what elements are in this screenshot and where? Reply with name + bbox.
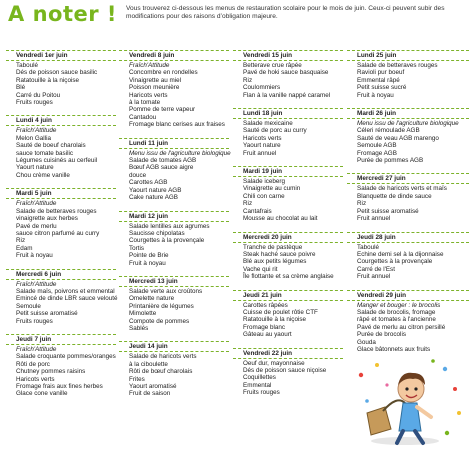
dish-item: Fruits rouges xyxy=(16,317,53,325)
day-menu xyxy=(6,188,116,259)
dish-item: Printanière de légumes xyxy=(129,302,194,310)
day-date: Vendredi 22 juin xyxy=(233,348,343,359)
dish-item: Fruit annuel xyxy=(243,149,277,157)
menu-column-1 xyxy=(6,50,116,407)
day-menu xyxy=(119,211,229,267)
dish-item: Petit suisse sucré xyxy=(357,84,407,92)
dish-item: Cantafrais xyxy=(243,207,272,215)
dish-item: Pavé de merlu au citron persillé xyxy=(357,323,446,331)
day-menu xyxy=(347,108,469,164)
menu-label: Menu issu de l'agriculture biologique xyxy=(357,120,459,128)
dish-item: Poisson meunière xyxy=(129,84,180,92)
dish-item: Haricots verts xyxy=(16,375,55,383)
dish-item: Pavé de hoki sauce basquaise xyxy=(243,69,329,77)
dish-item: Riz xyxy=(16,237,26,245)
dish-item: Ratatouille à la niçoise xyxy=(16,76,80,84)
dish-item: Salade lentilles aux agrumes xyxy=(129,222,210,230)
dish-item: Cuisse de poulet rôtie CTF xyxy=(243,308,318,316)
dish-item: Melon Gallia xyxy=(16,134,51,142)
dish-item: Petit suisse aromatisé xyxy=(357,207,419,215)
dish-item: Taboulé xyxy=(357,243,380,251)
menu-column-2 xyxy=(119,50,229,407)
day-date: Lundi 4 juin xyxy=(6,115,116,126)
day-menu xyxy=(233,166,343,222)
dish-item: Salade de betteraves rouges xyxy=(357,62,438,69)
dish-item: Courgettes à la provençale xyxy=(129,237,205,245)
dish-item: à la ciboulette xyxy=(129,360,168,368)
dish-item: Fruit de saison xyxy=(129,390,171,398)
day-date: Vendredi 8 juin xyxy=(119,50,229,61)
dish-item: Légumes cuisinés au cerfeuil xyxy=(16,157,98,165)
dish-item: Carottes râpées xyxy=(243,301,288,309)
dish-item: Ravioli pur boeuf xyxy=(357,69,405,77)
dish-item: Petit suisse aromatisé xyxy=(16,310,78,318)
dish-item: Flan à la vanille nappé caramel xyxy=(243,91,331,99)
day-date: Mardi 26 juin xyxy=(347,108,469,119)
dish-item: Vache qui rit xyxy=(243,265,278,273)
dish-item: Salade croquante pommes/oranges xyxy=(16,353,116,361)
day-date: Lundi 25 juin xyxy=(347,50,469,61)
day-menu xyxy=(6,115,116,179)
page-title: A noter ! xyxy=(8,2,117,26)
dish-item: Yaourt nature xyxy=(243,142,281,150)
dish-item: Salade de tomates AGB xyxy=(129,157,197,165)
dish-item: Fruits rouges xyxy=(16,99,53,107)
day-date: Mercredi 6 juin xyxy=(6,269,116,280)
intro-text: Vous trouverez ci-dessous les menus de restauration scolaire pour le mois de juin. Ceux-ci peuvent subir des modifications pour des raisons d’obligation majeure. xyxy=(126,5,445,21)
dish-item: Gouda xyxy=(357,338,376,346)
dish-item: Betterave crue râpée xyxy=(243,62,302,69)
dish-item: Taboulé xyxy=(16,62,39,69)
dish-item: Gâteau au yaourt xyxy=(243,331,292,339)
dish-item: Chou crème vanille xyxy=(16,171,70,179)
dish-item: Salade maïs, poivrons et emmental xyxy=(16,287,115,295)
dish-item: Cantadou xyxy=(129,113,157,121)
dish-item: Sauté de porc au curry xyxy=(243,127,307,135)
dish-item: Mousse au chocolat au lait xyxy=(243,215,318,223)
dish-item: Salade verte aux croûtons xyxy=(129,287,203,295)
day-date: Mercredi 20 juin xyxy=(233,232,343,243)
dish-item: Céleri rémoulade AGB xyxy=(357,127,420,135)
dish-item: Rôti de bœuf charolais xyxy=(129,368,193,376)
dish-item: Vinaigrette au cumin xyxy=(243,185,301,193)
dish-item: Omelette nature xyxy=(129,295,175,303)
dish-item: Riz xyxy=(357,200,367,208)
dish-item: Sablés xyxy=(129,324,149,332)
day-menu xyxy=(347,173,469,222)
day-menu xyxy=(119,341,229,397)
dish-item: Yaourt nature AGB xyxy=(129,186,182,194)
dish-item: râpé et tomates à l'ancienne xyxy=(357,316,436,324)
dish-item: Blanquette de dinde sauce xyxy=(357,192,432,200)
dish-item: Fromage blanc xyxy=(243,323,285,331)
dish-item: Compote de pommes xyxy=(129,317,190,325)
dish-item: Bœuf AGB sauce aigre xyxy=(129,164,194,172)
dish-item: Carottes AGB xyxy=(129,179,168,187)
dish-item: sauce citron parfumé au curry xyxy=(16,229,100,237)
dish-item: Pomme de terre vapeur xyxy=(129,106,196,114)
dish-item: Carré de l'Est xyxy=(357,265,395,273)
day-date: Lundi 11 juin xyxy=(119,138,229,149)
day-menu xyxy=(6,50,116,106)
day-menu xyxy=(347,50,469,99)
dish-item: Glace bâtonnets aux fruits xyxy=(357,345,431,353)
dish-item: Courgettes à la provençale xyxy=(357,258,433,266)
dish-item: Purée de brocolis xyxy=(357,331,407,339)
dish-item: Fromage AGB xyxy=(357,149,397,157)
day-date: Vendredi 29 juin xyxy=(347,290,469,301)
dish-item: Salade de haricots verts et maïs xyxy=(357,185,447,193)
day-menu xyxy=(347,290,469,354)
day-date: Mardi 19 juin xyxy=(233,166,343,177)
dish-item: Mimolette xyxy=(129,310,157,318)
dish-item: Frites xyxy=(129,375,145,383)
dish-item: Chili con carne xyxy=(243,192,285,200)
dish-item: à la tomate xyxy=(129,99,161,107)
day-date: Mardi 12 juin xyxy=(119,211,229,222)
dish-item: Haricots verts xyxy=(243,134,282,142)
menu-label: Manger et bouger : le brocolis xyxy=(357,301,441,309)
day-menu xyxy=(233,50,343,99)
dish-item: Fruit annuel xyxy=(357,273,391,281)
dish-item: sauce tomate basilic xyxy=(16,149,74,157)
dish-item: Blé aux petits légumes xyxy=(243,258,307,266)
menu-column-3 xyxy=(233,50,343,406)
dish-item: Riz xyxy=(243,200,253,208)
day-menu xyxy=(233,290,343,339)
dish-item: Salade de betteraves rouges xyxy=(16,207,97,215)
day-date: Vendredi 1er juin xyxy=(6,50,116,61)
day-date: Jeudi 28 juin xyxy=(347,232,469,243)
day-date: Mardi 5 juin xyxy=(6,188,116,199)
menu-label: Fraîch'Attitude xyxy=(16,200,57,208)
dish-item: Oeuf dur, mayonnaise xyxy=(243,359,305,367)
dish-item: Haricots verts xyxy=(129,91,168,99)
day-menu xyxy=(233,108,343,157)
menu-label: Fraîch'Attitude xyxy=(129,62,170,69)
dish-item: Concombre en rondelles xyxy=(129,69,198,77)
day-menu xyxy=(6,334,116,398)
dish-item: Steak haché sauce poivre xyxy=(243,250,316,258)
dish-item: Dés de poisson sauce basilic xyxy=(16,69,98,77)
dish-item: Carré du Poitou xyxy=(16,91,61,99)
dish-item: Salade de brocolis, fromage xyxy=(357,308,436,316)
dish-item: Purée de pommes AGB xyxy=(357,157,424,165)
day-date: Mercredi 27 juin xyxy=(347,173,469,184)
day-date: Jeudi 21 juin xyxy=(233,290,343,301)
dish-item: Tranche de pastèque xyxy=(243,243,303,251)
dish-item: Pointe de Brie xyxy=(129,252,169,260)
dish-item: Coquillettes xyxy=(243,374,276,382)
day-menu xyxy=(119,138,229,202)
day-date: Lundi 18 juin xyxy=(233,108,343,119)
day-menu xyxy=(119,276,229,332)
dish-item: Semoule xyxy=(16,302,41,310)
menu-label: Fraîch'Attitude xyxy=(16,280,57,288)
dish-item: Glace cone vanille xyxy=(16,390,68,398)
day-menu xyxy=(6,269,116,325)
kid-illustration xyxy=(347,355,469,447)
dish-item: Emincé de dinde LBR sauce velouté xyxy=(16,295,118,303)
dish-item: vinaigrette aux herbes xyxy=(16,215,78,223)
day-date: Mercredi 13 juin xyxy=(119,276,229,287)
dish-item: Yaourt aromatisé xyxy=(129,383,177,390)
dish-item: Fruits rouges xyxy=(243,389,280,397)
dish-item: Emmental râpé xyxy=(357,76,400,84)
day-menu xyxy=(347,232,469,281)
dish-item: douce xyxy=(129,171,147,179)
day-date: Jeudi 14 juin xyxy=(119,341,229,352)
day-date: Vendredi 15 juin xyxy=(233,50,343,61)
dish-item: Fromage blanc cerises aux fraises xyxy=(129,121,225,129)
dish-item: Emmental xyxy=(243,381,272,389)
dish-item: Riz xyxy=(243,76,253,84)
dish-item: Coulommiers xyxy=(243,84,281,92)
dish-item: Fruit annuel xyxy=(357,215,391,223)
menu-label: Fraîch'Attitude xyxy=(16,345,57,353)
dish-item: Edam xyxy=(16,244,33,252)
dish-item: Vinaigrette au miel xyxy=(129,76,182,84)
dish-item: Salade de haricots verts xyxy=(129,353,197,361)
dish-item: Fruit à noyau xyxy=(357,91,394,99)
menu-label: Fraîch'Attitude xyxy=(16,127,57,135)
dish-item: Salade iceberg xyxy=(243,178,286,186)
day-menu xyxy=(233,232,343,281)
menu-label: Menu issu de l'agriculture biologique xyxy=(129,149,231,157)
day-menu xyxy=(119,50,229,129)
dish-item: Blé xyxy=(16,84,26,92)
dish-item: Cake nature AGB xyxy=(129,194,179,202)
dish-item: Chutney pommes raisins xyxy=(16,368,86,376)
dish-item: Semoule AGB xyxy=(357,142,397,150)
dish-item: Dés de poisson sauce niçoise xyxy=(243,366,327,374)
dish-item: Pavé de merlu xyxy=(16,222,57,230)
dish-item: Salade mexicaine xyxy=(243,120,293,128)
dish-item: Ratatouille à la niçoise xyxy=(243,316,307,324)
dish-item: Île flottante et sa crème anglaise xyxy=(243,273,334,281)
dish-item: Fromage frais aux fines herbes xyxy=(16,383,103,390)
dish-item: Saucisse chipolatas xyxy=(129,229,185,237)
dish-item: Tortis xyxy=(129,244,145,252)
dish-item: Yaourt nature xyxy=(16,164,54,172)
dish-item: Rôti de porc xyxy=(16,360,50,368)
day-menu xyxy=(233,348,343,397)
dish-item: Fruit à noyau xyxy=(16,252,53,260)
day-date: Jeudi 7 juin xyxy=(6,334,116,345)
dish-item: Sauté de veau AGB marengo xyxy=(357,134,439,142)
menu-column-4 xyxy=(347,50,469,362)
dish-item: Fruit à noyau xyxy=(129,259,166,267)
dish-item: Sauté de boeuf charolais xyxy=(16,142,86,150)
dish-item: Echine demi sel à la dijonnaise xyxy=(357,250,444,258)
